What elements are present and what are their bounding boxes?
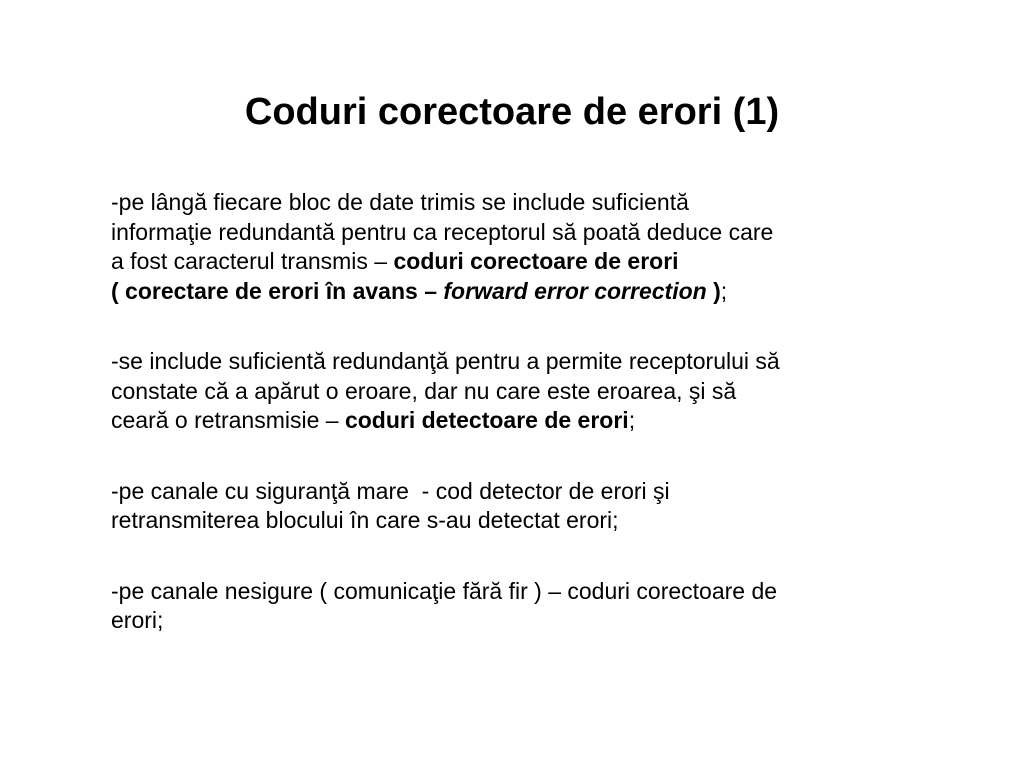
slide-title: Coduri corectoare de erori (1) [244,91,780,133]
paragraph-line: informaţie redundantă pentru ca receptorul să poată deduce care [111,218,774,245]
paragraph-end: ; [720,277,728,304]
paragraph-reliable-channels [111,477,951,536]
term-close-paren: ) [706,277,721,304]
term-forward-correction: ( corectare de erori în avans – [111,277,444,304]
paragraph-unreliable-channels [111,577,951,636]
slide-body [111,188,951,636]
term-forward-error-correction: forward error correction [443,277,707,304]
paragraph-line: -se include suficientă redundanţă pentru a permite receptorului să [111,348,780,374]
paragraph-error-detecting [111,347,951,436]
paragraph-line: a fost caracterul transmis – [111,248,394,274]
paragraph-error-correcting [111,188,951,306]
paragraph-line: -pe canale cu siguranţă mare - cod detector de erori şi [111,477,670,504]
paragraph-line: erori; [111,607,164,633]
paragraph-line: ceară o retransmisie – [111,407,345,433]
paragraph-line: -pe canale nesigure ( comunicaţie fără fir ) – coduri corectoare de [111,577,778,604]
paragraph-line: constate că a apărut o eroare, dar nu care este eroarea, şi să [111,377,737,404]
term-error-detecting-codes: coduri detectoare de erori [344,407,629,433]
paragraph-line: retransmiterea blocului în care s-au detectat erori; [111,507,619,533]
paragraph-end: ; [628,407,636,433]
term-error-correcting-codes: coduri corectoare de erori [393,248,679,274]
paragraph-line: -pe lângă fiecare bloc de date trimis se include suficientă [111,189,689,215]
